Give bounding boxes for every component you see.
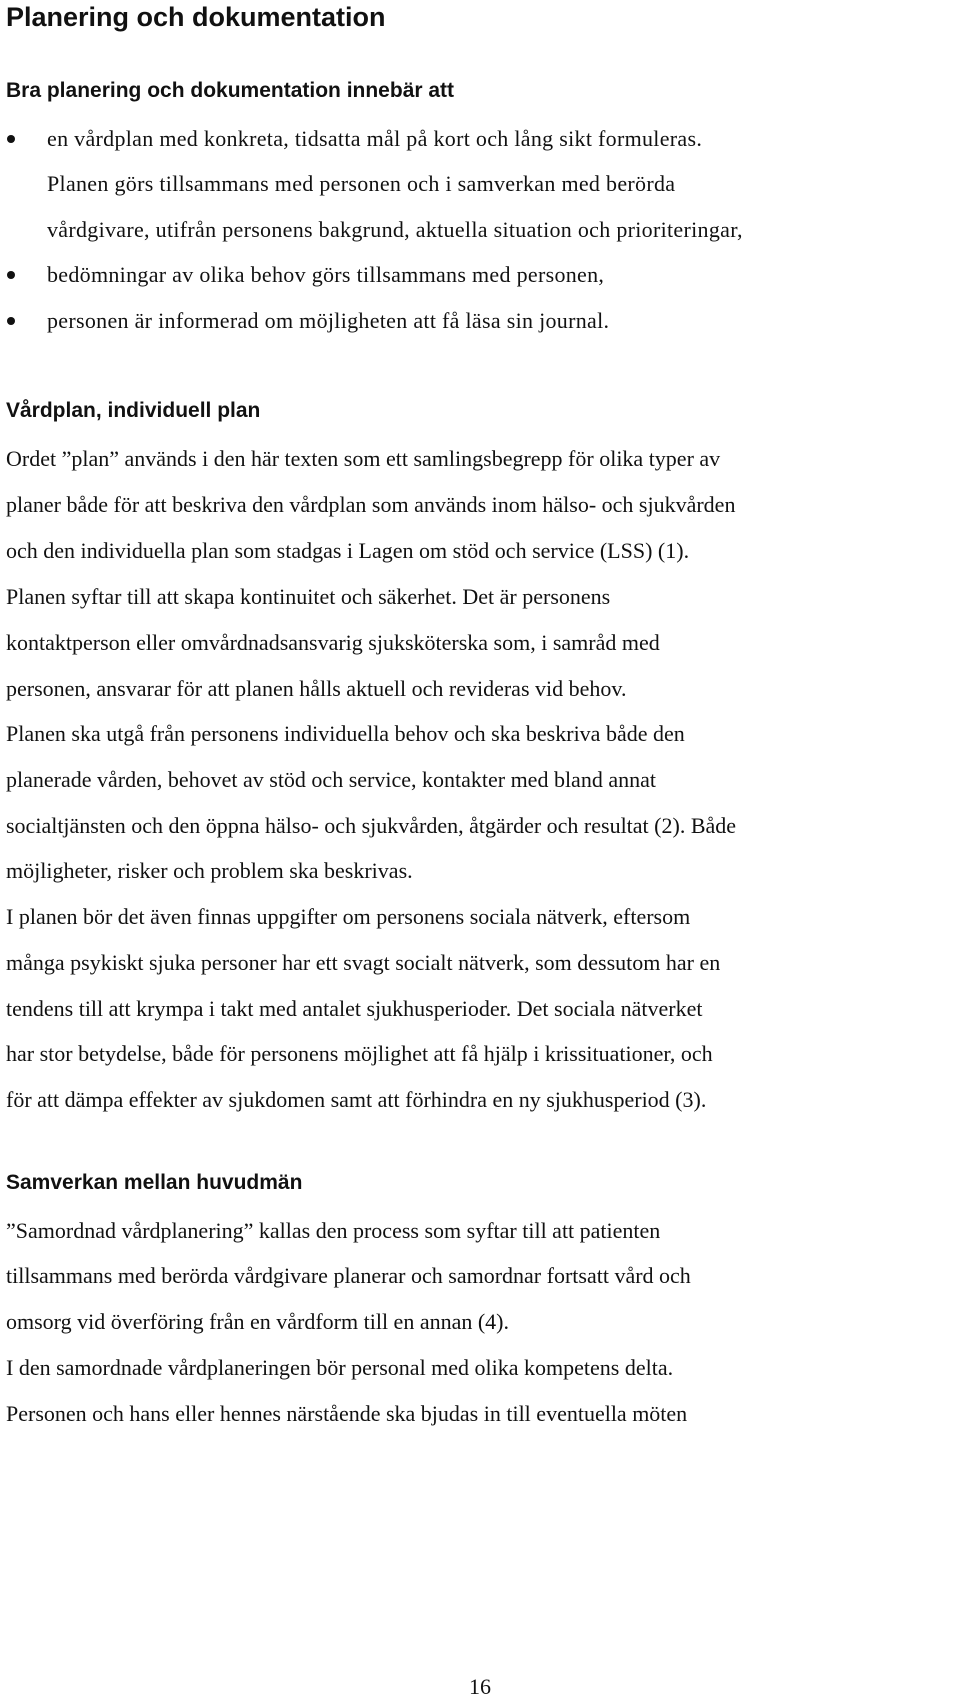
- bullet-icon: [7, 271, 15, 279]
- bullet-text: personen är informerad om möjligheten att få läsa sin journal.: [47, 308, 610, 333]
- section-heading-vardplan: Vårdplan, individuell plan: [6, 399, 261, 422]
- paragraph-line: tillsammans med berörda vårdgivare planerar och samordnar fortsatt vård och: [6, 1263, 691, 1288]
- paragraph-line: möjligheter, risker och problem ska beskrivas.: [6, 858, 413, 883]
- paragraph-line: Planen ska utgå från personens individuella behov och ska beskriva både den: [6, 721, 685, 746]
- paragraph-line: omsorg vid överföring från en vårdform till en annan (4).: [6, 1309, 510, 1334]
- bullet-icon: [7, 135, 15, 143]
- paragraph-line: för att dämpa effekter av sjukdomen samt att förhindra en ny sjukhusperiod (3).: [6, 1087, 707, 1112]
- paragraph-line: planer både för att beskriva den vårdplan som används inom hälso- och sjukvården: [6, 492, 736, 517]
- bullet-text-continued: Planen görs tillsammans med personen och i samverkan med berörda: [47, 171, 676, 196]
- paragraph-line: många psykiskt sjuka personer har ett svagt socialt nätverk, som dessutom har en: [6, 950, 721, 975]
- paragraph-line: Ordet ”plan” används i den här texten som ett samlingsbegrepp för olika typer av: [6, 446, 721, 471]
- section-heading-samverkan: Samverkan mellan huvudmän: [6, 1171, 303, 1194]
- bullet-text-continued: vårdgivare, utifrån personens bakgrund, aktuella situation och prioriteringar,: [47, 217, 743, 242]
- paragraph-line: Personen och hans eller hennes närstående ska bjudas in till eventuella möten: [6, 1401, 688, 1426]
- page-number: 16: [469, 1674, 491, 1699]
- paragraph-line: planerade vården, behovet av stöd och service, kontakter med bland annat: [6, 767, 656, 792]
- paragraph-line: tendens till att krympa i takt med antalet sjukhusperioder. Det sociala nätverket: [6, 996, 703, 1021]
- paragraph-line: I planen bör det även finnas uppgifter om personens sociala nätverk, eftersom: [6, 904, 691, 929]
- paragraph-line: socialtjänsten och den öppna hälso- och sjukvården, åtgärder och resultat (2). Både: [6, 813, 737, 838]
- bullet-text: bedömningar av olika behov görs tillsammans med personen,: [47, 262, 605, 287]
- section-heading-planering: Bra planering och dokumentation innebär att: [6, 79, 455, 102]
- bullet-icon: [7, 317, 15, 325]
- paragraph-line: kontaktperson eller omvårdnadsansvarig sjuksköterska som, i samråd med: [6, 630, 660, 655]
- paragraph-line: ”Samordnad vårdplanering” kallas den process som syftar till att patienten: [6, 1218, 661, 1243]
- paragraph-line: I den samordnade vårdplaneringen bör personal med olika kompetens delta.: [6, 1355, 674, 1380]
- paragraph-line: personen, ansvarar för att planen hålls aktuell och revideras vid behov.: [6, 676, 627, 701]
- bullet-text: en vårdplan med konkreta, tidsatta mål på kort och lång sikt formuleras.: [47, 126, 703, 151]
- page-title: Planering och dokumentation: [6, 2, 386, 32]
- paragraph-line: och den individuella plan som stadgas i Lagen om stöd och service (LSS) (1).: [6, 538, 690, 563]
- paragraph-line: Planen syftar till att skapa kontinuitet och säkerhet. Det är personens: [6, 584, 611, 609]
- paragraph-line: har stor betydelse, både för personens möjlighet att få hjälp i krissituationer, och: [6, 1041, 713, 1066]
